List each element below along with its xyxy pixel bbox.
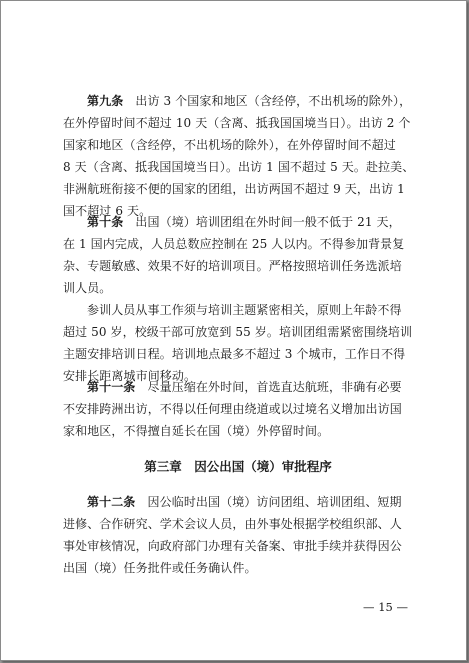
page-number: — 15 —: [363, 600, 408, 614]
article-10-line-3: 杂、专题敏感、效果不好的培训项目。严格按照培训任务选派培: [63, 259, 402, 273]
article-11-label: 第十一条: [87, 380, 136, 394]
article-10-p2-line-3: 主题安排培训日程。培训地点最多不超过 3 个城市，工作日不得: [63, 347, 406, 361]
article-12-label: 第十二条: [87, 495, 136, 509]
article-10-p2-line-1: 参训人员从事工作须与培训主题紧密相关，原则上年龄不得: [87, 303, 402, 317]
article-9-line-2: 在外停留时间不超过 10 天（含离、抵我国国境当日）。出访 2 个: [63, 116, 411, 130]
article-9: [63, 90, 413, 222]
article-12-text-1: 因公临时出国（境）访问团组、培训团组、短期: [147, 495, 402, 509]
article-11: [63, 376, 413, 442]
article-9-line-3: 国家和地区（含经停，不出机场的除外），在外停留时间不超过: [63, 138, 396, 152]
article-11-line-2: 不安排跨洲出访，不得以任何理由绕道或以过境名义增加出访国: [63, 402, 402, 416]
article-11-text-1: 尽量压缩在外时间，首选直达航班，非确有必要: [147, 380, 402, 394]
article-12-line-4: 出国（境）任务批件或任务确认件。: [63, 561, 257, 575]
article-11-line-3: 家和地区，不得擅自延长在国（境）外停留时间。: [63, 424, 330, 438]
chapter-heading: 第三章 因公出国（境）审批程序: [144, 459, 332, 474]
article-10-label: 第十条: [87, 215, 124, 229]
article-10-paragraph-2: [63, 299, 413, 387]
article-9-label: 第九条: [87, 94, 124, 108]
article-10: [63, 211, 413, 299]
article-9-line-4: 8 天（含离、抵我国国境当日）。出访 1 国不超过 5 天。赴拉美、: [63, 160, 415, 174]
article-10-line-4: 训人员。: [63, 281, 112, 295]
article-11-line-1: [63, 376, 413, 398]
article-9-text-1: 出访 3 个国家和地区（含经停，不出机场的除外），: [135, 94, 412, 108]
article-9-line-5: 非洲航班衔接不便的国家的团组，出访两国不超过 9 天，出访 1: [63, 182, 405, 196]
article-10-line-2: 在 1 国内完成，人员总数应控制在 25 人以内。不得参加背景复: [63, 237, 405, 251]
article-9-line-6: 国不超过 6 天。: [63, 204, 152, 218]
article-10-p2-line-2: 超过 50 岁，校级干部可放宽到 55 岁。培训团组需紧密围绕培训: [63, 325, 413, 339]
article-10-p2-line-4: 安排长距离城市间移动。: [63, 369, 197, 383]
article-12-line-2: 进修、合作研究、学术会议人员，由外事处根据学校组织部、人: [63, 517, 402, 531]
article-9-line-1: [63, 90, 413, 112]
article-10-line-1: [63, 211, 413, 233]
article-12-line-3: 事处审核情况，向政府部门办理有关备案、审批手续并获得因公: [63, 539, 402, 553]
article-12: [63, 491, 413, 579]
article-10-text-1: 出国（境）培训团组在外时间一般不低于 21 天，: [135, 215, 401, 229]
article-12-line-1: [63, 491, 413, 513]
